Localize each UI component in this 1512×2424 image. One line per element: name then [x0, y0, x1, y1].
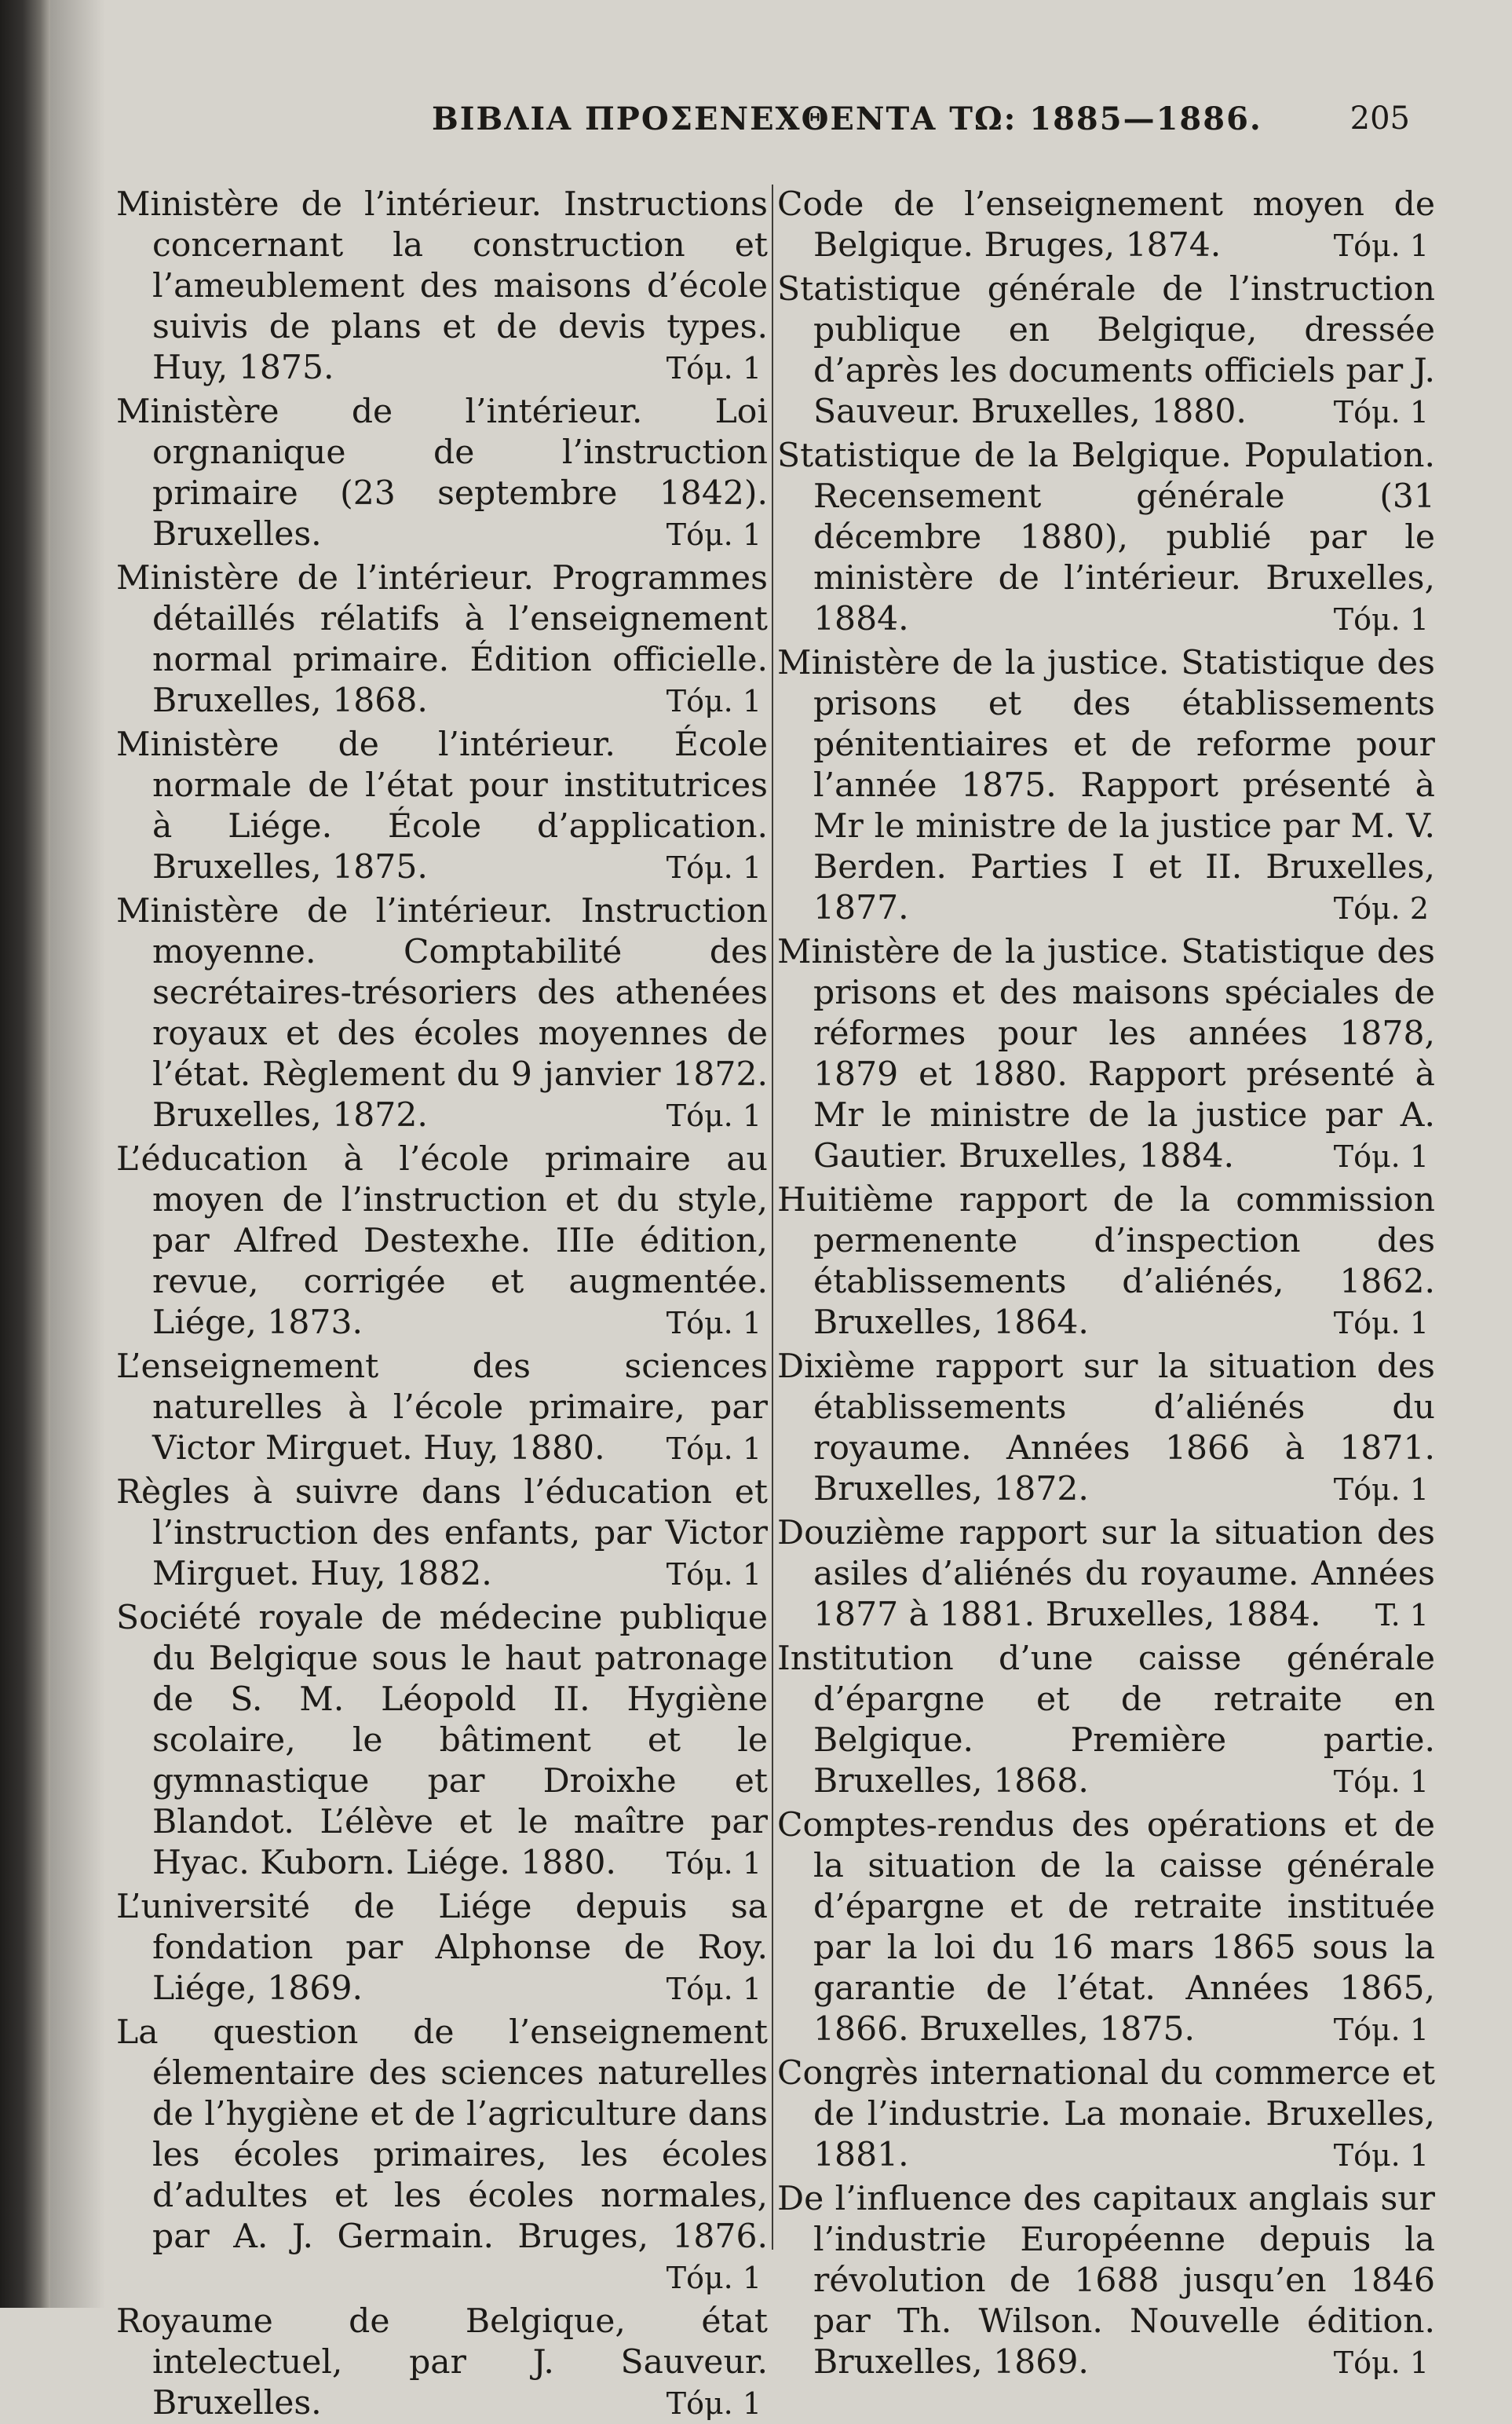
bibliography-entry [777, 932, 1435, 1177]
volume-count: Τόμ. 2 [1333, 891, 1429, 926]
page-number: 205 [1349, 101, 1410, 137]
entry-text: Dixième rapport sur la situation des établissements d’aliénés du royaume. Années 1866 à 1871. Bruxelles, 1872. [777, 1347, 1435, 1508]
entry-text: L’éducation à l’école primaire au moyen de l’instruction et du style, par Alfred Destexhe. IIIe édition, revue, corrigée et augmentée. Liége, 1873. [116, 1140, 768, 1342]
entry-text: Institution d’une caisse générale d’épargne et de retraite en Belgique. Première partie. Bruxelles, 1868. [777, 1640, 1435, 1801]
entry-text: Huitième rapport de la commission permenente d’inspection des établissements d’aliénés, 1862. Bruxelles, 1864. [777, 1181, 1435, 1342]
running-title: ΒΙΒΛΙΑ ΠΡΟΣΕΝΕΧΘΕΝΤΑ ΤΩ: 1885—1886. [432, 101, 1262, 137]
volume-count: Τόμ. 1 [666, 1306, 761, 1340]
bibliography-entry [116, 2013, 768, 2298]
bibliography-entry [777, 269, 1435, 433]
entry-text: De l’influence des capitaux anglais sur l’industrie Européenne depuis la révolution de 1688 jusqu’en 1846 par Th. Wilson. Nouvelle édition. Bruxelles, 1869. [777, 2180, 1435, 2382]
volume-count: Τόμ. 1 [1333, 602, 1429, 637]
bibliography-entry [777, 1347, 1435, 1510]
bibliography-entry [116, 1347, 768, 1469]
bibliography-entry [777, 1805, 1435, 2050]
left-column [116, 185, 768, 2422]
column-divider [772, 185, 773, 2250]
volume-count: Τόμ. 1 [666, 2261, 761, 2295]
bibliography-entry [777, 436, 1435, 640]
bibliography-entry [116, 891, 768, 1136]
volume-count: T. 1 [1375, 1598, 1429, 1632]
volume-count: Τόμ. 1 [666, 1557, 761, 1592]
volume-count: Τόμ. 1 [1333, 1306, 1429, 1340]
bibliography-entry [116, 392, 768, 555]
page-header [110, 101, 1410, 148]
bibliography-entry [116, 558, 768, 722]
volume-count: Τόμ. 1 [666, 850, 761, 885]
entry-text: Ministère de l’intérieur. Loi orgnanique de l’instruction primaire (23 septembre 1842). Bruxelles. [116, 393, 768, 554]
volume-count: Τόμ. 1 [666, 517, 761, 552]
volume-count: Τόμ. 1 [666, 684, 761, 718]
volume-count: Τόμ. 1 [1333, 1139, 1429, 1174]
entry-text: Ministère de la justice. Statistique des prisons et des maisons spéciales de réformes pour les années 1878, 1879 et 1880. Rapport présenté à Mr le ministre de la justice par A. Gautier. Bruxelles, 1884. [777, 933, 1435, 1175]
entry-text: Royaume de Belgique, état intelectuel, par J. Sauveur. Bruxelles. [116, 2302, 768, 2422]
entry-text: Ministère de l’intérieur. Instructions concernant la construction et l’ameublement des maisons d’école suivis de plans et de devis types. Huy, 1875. [116, 185, 768, 387]
volume-count: Τόμ. 1 [1333, 2138, 1429, 2173]
entry-text: Règles à suivre dans l’éducation et l’instruction des enfants, par Victor Mirguet. Huy, 1882. [116, 1473, 768, 1593]
volume-count: Τόμ. 1 [666, 1099, 761, 1133]
volume-count: Τόμ. 1 [1333, 229, 1429, 263]
bibliography-entry [116, 1472, 768, 1595]
bibliography-entry [777, 1180, 1435, 1344]
entry-text: La question de l’enseignement élementaire des sciences naturelles de l’hygiène et de l’agriculture dans les écoles primaires, les écoles d’adultes et les écoles normales, par A. J. Germain. Bruges, 1876. [116, 2013, 768, 2256]
entry-text: Douzième rapport sur la situation des asiles d’aliénés du royaume. Années 1877 à 1881. Bruxelles, 1884. [777, 1514, 1435, 1634]
volume-count: Τόμ. 1 [1333, 395, 1429, 430]
volume-count: Τόμ. 1 [1333, 1764, 1429, 1799]
bibliography-entry [116, 725, 768, 888]
bibliography-entry [777, 1639, 1435, 1802]
volume-count: Τόμ. 1 [666, 1972, 761, 2006]
entry-text: Société royale de médecine publique du Belgique sous le haut patronage de S. M. Léopold II. Hygiène scolaire, le bâtiment et le gymnastique par Droixhe et Blandot. L’élève et le maître par Hyac. Kuborn. Liége. 1880. [116, 1599, 768, 1882]
bibliography-entry [777, 1513, 1435, 1636]
bibliography-entry [116, 185, 768, 389]
volume-count: Τόμ. 1 [666, 1846, 761, 1881]
entry-text: L’université de Liége depuis sa fondation par Alphonse de Roy. Liége, 1869. [116, 1888, 768, 2008]
bibliography-entry [116, 1598, 768, 1884]
entry-text: Congrès international du commerce et de l’industrie. La monaie. Bruxelles, 1881. [777, 2054, 1435, 2174]
entry-text: Code de l’enseignement moyen de Belgique. Bruges, 1874. [777, 185, 1435, 265]
bibliography-entry [777, 2053, 1435, 2176]
bibliography-entry [116, 1887, 768, 2009]
bibliography-entry [777, 643, 1435, 929]
bibliography-entry [777, 2179, 1435, 2383]
entry-text: Ministère de l’intérieur. Programmes détaillés rélatifs à l’enseignement normal primaire. Édition officielle. Bruxelles, 1868. [116, 559, 768, 720]
entry-text: Ministère de l’intérieur. Instruction moyenne. Comptabilité des secrétaires-trésoriers des athenées royaux et des écoles moyennes de l’état. Règlement du 9 janvier 1872. Bruxelles, 1872. [116, 892, 768, 1135]
entry-text: Ministère de l’intérieur. École normale de l’état pour institutrices à Liége. École d’application. Bruxelles, 1875. [116, 726, 768, 887]
bibliography-entry [116, 2302, 768, 2424]
entry-text: L’enseignement des sciences naturelles à l’école primaire, par Victor Mirguet. Huy, 1880. [116, 1347, 768, 1468]
right-column [777, 185, 1435, 2382]
entry-text: Comptes-rendus des opérations et de la situation de la caisse générale d’épargne et de retraite instituée par la loi du 16 mars 1865 sous la garantie de l’état. Années 1865, 1866. Bruxelles, 1875. [777, 1806, 1435, 2049]
bibliography-entry [116, 1139, 768, 1344]
volume-count: Τόμ. 1 [1333, 1472, 1429, 1507]
volume-count: Τόμ. 1 [1333, 2345, 1429, 2380]
volume-count: Τόμ. 1 [666, 1431, 761, 1466]
entry-text: Statistique de la Belgique. Population. Recensement générale (31 décembre 1880), publié par le ministère de l’intérieur. Bruxelles, 1884. [777, 437, 1435, 638]
bibliography-entry [777, 185, 1435, 266]
volume-count: Τόμ. 1 [666, 2386, 761, 2421]
volume-count: Τόμ. 1 [666, 351, 761, 386]
entry-text: Ministère de la justice. Statistique des prisons et des établissements pénitentiaires et de reforme pour l’année 1875. Rapport présenté à Mr le ministre de la justice par M. V. Berden. Parties I et II. Bruxelles, 1877. [777, 644, 1435, 927]
entry-text: Statistique générale de l’instruction publique en Belgique, dressée d’après les documents officiels par J. Sauveur. Bruxelles, 1880. [777, 270, 1435, 431]
volume-count: Τόμ. 1 [1333, 2013, 1429, 2047]
book-spine-shadow [0, 0, 50, 2308]
gutter-shadow [50, 0, 105, 2308]
